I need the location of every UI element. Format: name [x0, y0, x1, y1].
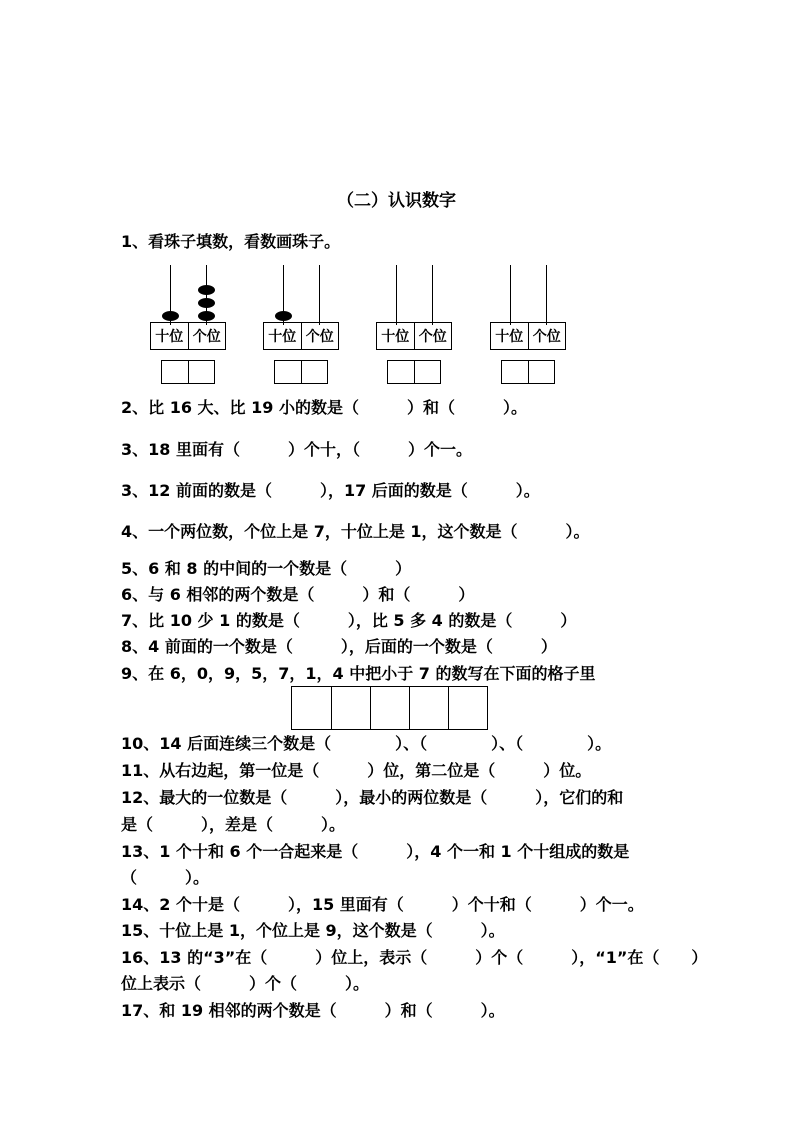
- tens-rod: [510, 265, 511, 325]
- answer-tens-cell[interactable]: [502, 361, 528, 383]
- question-13-cont: （ ）。: [121, 868, 210, 887]
- grid-cell[interactable]: [448, 687, 487, 729]
- tens-bead: [162, 311, 179, 321]
- ones-bead: [198, 311, 215, 321]
- ones-rod: [319, 265, 320, 325]
- answer-box-3[interactable]: [387, 360, 441, 384]
- question-14: 14、2 个十是（ ），15 里面有（ ）个十和（ ）个一。: [121, 895, 644, 914]
- abacus-3: [376, 262, 456, 352]
- question-2: 2、比 16 大、比 19 小的数是（ ）和（ ）。: [121, 398, 527, 417]
- grid-cell[interactable]: [370, 687, 409, 729]
- ones-bead: [198, 285, 215, 295]
- question-16-cont: 位上表示（ ）个（ ）。: [121, 974, 370, 993]
- question-5: 5、6 和 8 的中间的一个数是（ ）: [121, 559, 412, 578]
- question-1: 1、看珠子填数，看数画珠子。: [121, 232, 341, 251]
- question-16: 16、13 的“3”在（ ）位上，表示（ ）个（ ），“1”在（ ）: [121, 948, 708, 967]
- place-value-box: [490, 322, 566, 350]
- question-12-cont: 是（ ），差是（ ）。: [121, 815, 346, 834]
- question-3b: 3、12 前面的数是（ ），17 后面的数是（ ）。: [121, 481, 540, 500]
- answer-ones-cell[interactable]: [414, 361, 441, 383]
- question-12: 12、最大的一位数是（ ），最小的两位数是（ ），它们的和: [121, 788, 624, 807]
- tens-label: 十位: [495, 329, 524, 345]
- ones-rod: [432, 265, 433, 325]
- grid-cell[interactable]: [292, 687, 331, 729]
- tens-label: 十位: [268, 329, 297, 345]
- ones-label: 个位: [414, 323, 452, 349]
- question-11: 11、从右边起，第一位是（ ）位，第二位是（ ）位。: [121, 761, 592, 780]
- answer-ones-cell[interactable]: [301, 361, 328, 383]
- answer-box-2[interactable]: [274, 360, 328, 384]
- question-9: 9、在 6，0，9，5，7，1，4 中把小于 7 的数写在下面的格子里: [121, 664, 596, 683]
- answer-tens-cell[interactable]: [275, 361, 301, 383]
- tens-label: 十位: [381, 329, 410, 345]
- ones-rod: [546, 265, 547, 325]
- tens-rod: [396, 265, 397, 325]
- question-7: 7、比 10 少 1 的数是（ ），比 5 多 4 的数是（ ）: [121, 611, 577, 630]
- answer-tens-cell[interactable]: [388, 361, 414, 383]
- question-13: 13、1 个十和 6 个一合起来是（ ），4 个一和 1 个十组成的数是: [121, 842, 630, 861]
- place-value-box: [150, 322, 226, 350]
- question-6: 6、与 6 相邻的两个数是（ ）和（ ）: [121, 585, 475, 604]
- ones-label: 个位: [528, 323, 566, 349]
- answer-ones-cell[interactable]: [528, 361, 555, 383]
- grid-cell[interactable]: [331, 687, 370, 729]
- question-3a: 3、18 里面有（ ）个十，（ ）个一。: [121, 440, 472, 459]
- abacus-1: [150, 262, 230, 352]
- ones-label: 个位: [188, 323, 226, 349]
- question-8: 8、4 前面的一个数是（ ），后面的一个数是（ ）: [121, 637, 557, 656]
- place-value-box: [263, 322, 339, 350]
- q9-answer-grid[interactable]: [291, 686, 488, 730]
- question-15: 15、十位上是 1，个位上是 9，这个数是（ ）。: [121, 921, 505, 940]
- answer-tens-cell[interactable]: [162, 361, 188, 383]
- ones-label: 个位: [301, 323, 339, 349]
- abacus-2: [263, 262, 343, 352]
- answer-ones-cell[interactable]: [188, 361, 215, 383]
- tens-label: 十位: [155, 329, 184, 345]
- page-title: （二）认识数字: [337, 191, 456, 211]
- place-value-box: [376, 322, 452, 350]
- answer-box-1[interactable]: [161, 360, 215, 384]
- question-4: 4、一个两位数，个位上是 7，十位上是 1，这个数是（ ）。: [121, 522, 590, 541]
- answer-box-4[interactable]: [501, 360, 555, 384]
- question-17: 17、和 19 相邻的两个数是（ ）和（ ）。: [121, 1001, 505, 1020]
- question-10: 10、14 后面连续三个数是（ ）、（ ）、（ ）。: [121, 734, 612, 753]
- grid-cell[interactable]: [409, 687, 448, 729]
- ones-bead: [198, 298, 215, 308]
- tens-bead: [275, 311, 292, 321]
- abacus-4: [490, 262, 570, 352]
